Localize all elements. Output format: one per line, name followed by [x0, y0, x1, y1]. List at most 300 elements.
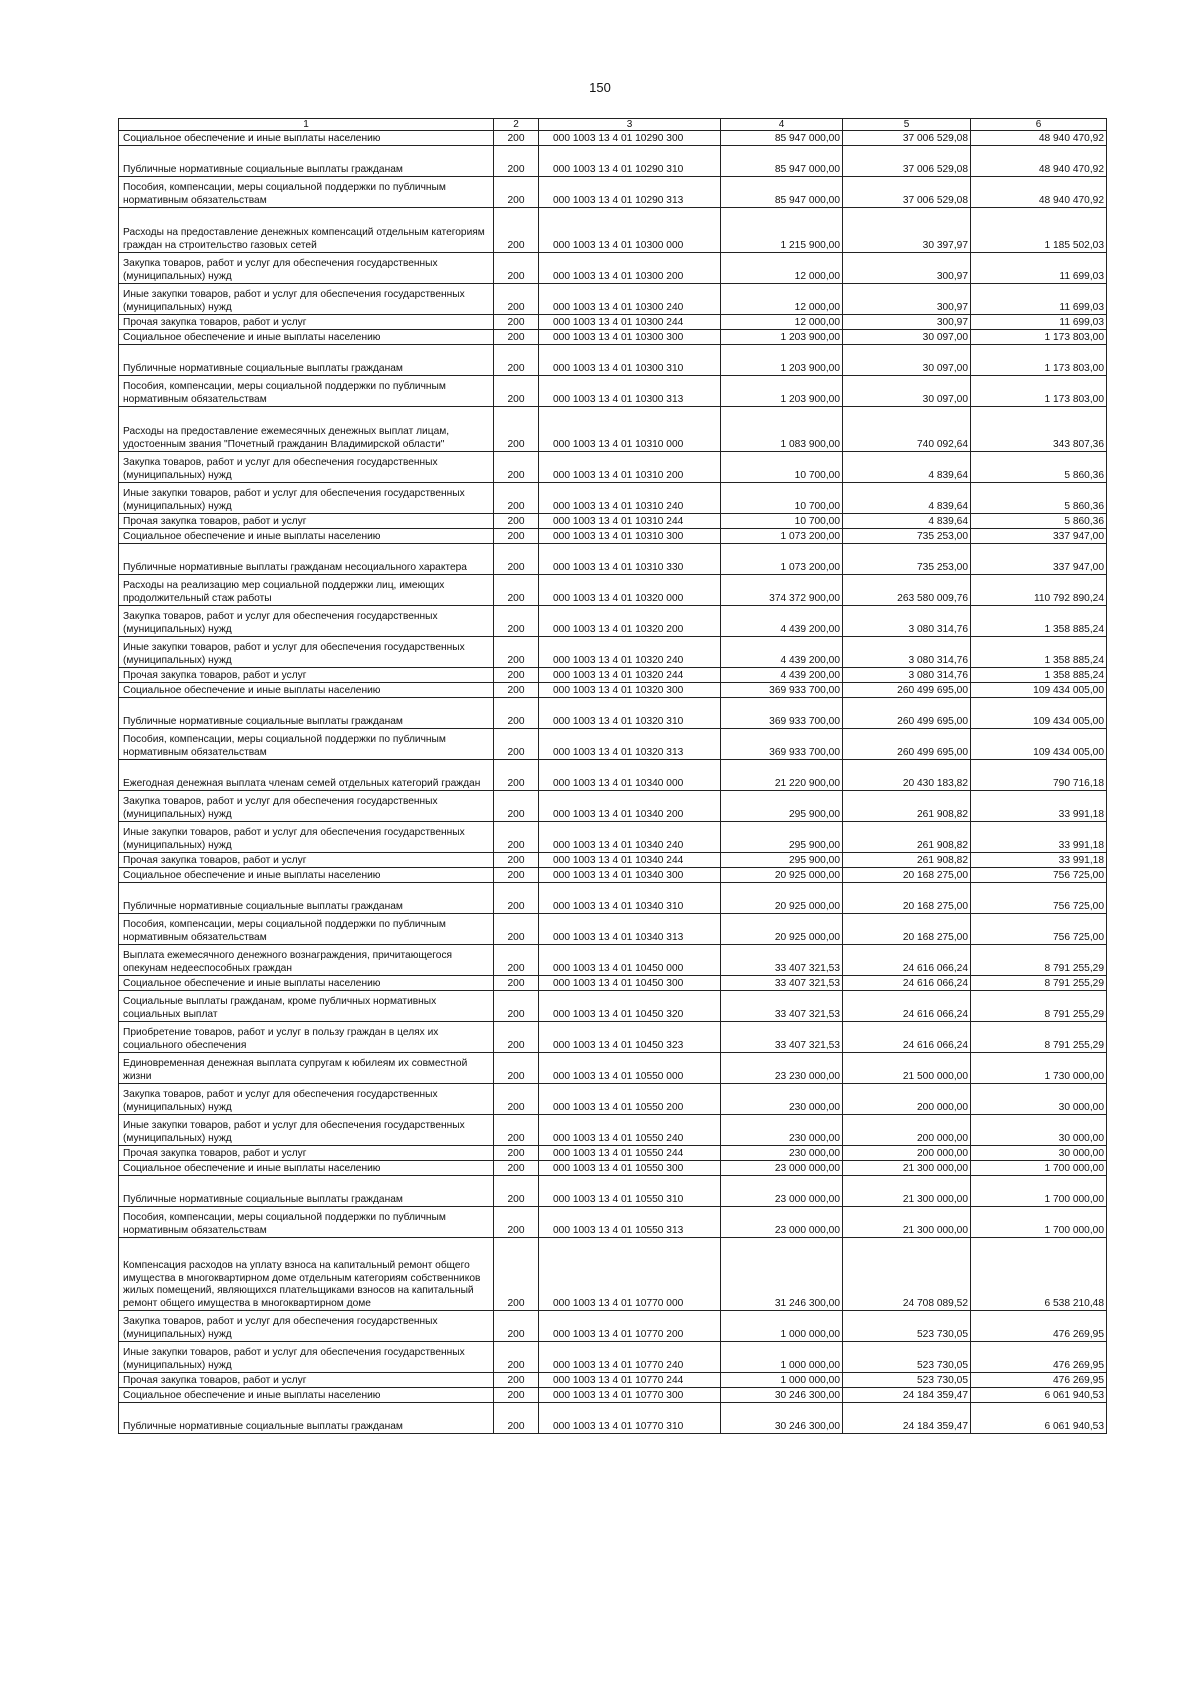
table-row: [119, 883, 1107, 914]
row-kbk: 000 1003 13 4 01 10340 000: [539, 760, 721, 791]
table-row: [119, 683, 1107, 698]
row-approved-amount: 10 700,00: [721, 483, 843, 514]
row-name: Публичные нормативные социальные выплаты гражданам: [119, 345, 494, 376]
row-executed-amount: 3 080 314,76: [843, 606, 971, 637]
row-code: 200: [494, 606, 539, 637]
row-approved-amount: 23 230 000,00: [721, 1053, 843, 1084]
row-kbk: 000 1003 13 4 01 10550 240: [539, 1115, 721, 1146]
row-executed-amount: 24 616 066,24: [843, 945, 971, 976]
row-name: Иные закупки товаров, работ и услуг для обеспечения государственных (муниципальных) нужд: [119, 1342, 494, 1373]
row-name: Прочая закупка товаров, работ и услуг: [119, 315, 494, 330]
row-unexecuted-amount: 5 860,36: [971, 514, 1107, 529]
row-kbk: 000 1003 13 4 01 10310 300: [539, 529, 721, 544]
row-code: 200: [494, 575, 539, 606]
table-row: [119, 991, 1107, 1022]
row-executed-amount: 261 908,82: [843, 822, 971, 853]
row-executed-amount: 20 168 275,00: [843, 914, 971, 945]
row-code: 200: [494, 284, 539, 315]
table-row: [119, 945, 1107, 976]
row-unexecuted-amount: 33 991,18: [971, 853, 1107, 868]
row-unexecuted-amount: 11 699,03: [971, 315, 1107, 330]
row-executed-amount: 740 092,64: [843, 407, 971, 452]
row-approved-amount: 85 947 000,00: [721, 177, 843, 208]
row-name: Закупка товаров, работ и услуг для обеспечения государственных (муниципальных) нужд: [119, 1084, 494, 1115]
row-executed-amount: 24 616 066,24: [843, 1022, 971, 1053]
row-approved-amount: 20 925 000,00: [721, 883, 843, 914]
row-kbk: 000 1003 13 4 01 10310 244: [539, 514, 721, 529]
table-row: [119, 1207, 1107, 1238]
row-name: Пособия, компенсации, меры социальной поддержки по публичным нормативным обязательствам: [119, 914, 494, 945]
row-approved-amount: 33 407 321,53: [721, 945, 843, 976]
row-name: Иные закупки товаров, работ и услуг для обеспечения государственных (муниципальных) нужд: [119, 284, 494, 315]
row-executed-amount: 261 908,82: [843, 791, 971, 822]
row-code: 200: [494, 914, 539, 945]
row-approved-amount: 369 933 700,00: [721, 683, 843, 698]
row-executed-amount: 3 080 314,76: [843, 668, 971, 683]
row-name: Иные закупки товаров, работ и услуг для обеспечения государственных (муниципальных) нужд: [119, 1115, 494, 1146]
row-unexecuted-amount: 30 000,00: [971, 1115, 1107, 1146]
row-kbk: 000 1003 13 4 01 10300 300: [539, 330, 721, 345]
row-code: 200: [494, 668, 539, 683]
row-kbk: 000 1003 13 4 01 10550 000: [539, 1053, 721, 1084]
row-name: Публичные нормативные социальные выплаты гражданам: [119, 1403, 494, 1434]
row-approved-amount: 85 947 000,00: [721, 131, 843, 146]
table-row: [119, 976, 1107, 991]
row-executed-amount: 24 184 359,47: [843, 1388, 971, 1403]
row-name: Прочая закупка товаров, работ и услуг: [119, 853, 494, 868]
table-row: [119, 131, 1107, 146]
row-executed-amount: 37 006 529,08: [843, 131, 971, 146]
row-approved-amount: 295 900,00: [721, 853, 843, 868]
row-name: Расходы на реализацию мер социальной поддержки лиц, имеющих продолжительный стаж работы: [119, 575, 494, 606]
row-approved-amount: 1 000 000,00: [721, 1373, 843, 1388]
header-col-1: 1: [119, 119, 494, 131]
row-unexecuted-amount: 6 061 940,53: [971, 1403, 1107, 1434]
row-kbk: 000 1003 13 4 01 10340 240: [539, 822, 721, 853]
table-row: [119, 575, 1107, 606]
table-row: [119, 315, 1107, 330]
row-name: Социальное обеспечение и иные выплаты населению: [119, 976, 494, 991]
table-row: [119, 208, 1107, 253]
table-row: [119, 376, 1107, 407]
row-approved-amount: 33 407 321,53: [721, 1022, 843, 1053]
row-code: 200: [494, 883, 539, 914]
row-name: Пособия, компенсации, меры социальной поддержки по публичным нормативным обязательствам: [119, 729, 494, 760]
row-name: Закупка товаров, работ и услуг для обеспечения государственных (муниципальных) нужд: [119, 452, 494, 483]
row-executed-amount: 24 184 359,47: [843, 1403, 971, 1434]
row-approved-amount: 85 947 000,00: [721, 146, 843, 177]
row-unexecuted-amount: 6 061 940,53: [971, 1388, 1107, 1403]
row-code: 200: [494, 1311, 539, 1342]
row-executed-amount: 523 730,05: [843, 1373, 971, 1388]
row-unexecuted-amount: 11 699,03: [971, 284, 1107, 315]
row-code: 200: [494, 1115, 539, 1146]
row-unexecuted-amount: 1 173 803,00: [971, 345, 1107, 376]
row-name: Социальное обеспечение и иные выплаты населению: [119, 131, 494, 146]
row-code: 200: [494, 514, 539, 529]
row-unexecuted-amount: 8 791 255,29: [971, 991, 1107, 1022]
row-executed-amount: 735 253,00: [843, 529, 971, 544]
row-unexecuted-amount: 756 725,00: [971, 883, 1107, 914]
row-unexecuted-amount: 1 358 885,24: [971, 668, 1107, 683]
row-approved-amount: 369 933 700,00: [721, 729, 843, 760]
row-name: Социальное обеспечение и иные выплаты населению: [119, 1161, 494, 1176]
row-unexecuted-amount: 6 538 210,48: [971, 1238, 1107, 1311]
header-col-4: 4: [721, 119, 843, 131]
table-row: [119, 1084, 1107, 1115]
row-code: 200: [494, 976, 539, 991]
row-kbk: 000 1003 13 4 01 10300 000: [539, 208, 721, 253]
row-unexecuted-amount: 756 725,00: [971, 868, 1107, 883]
table-row: [119, 345, 1107, 376]
row-unexecuted-amount: 11 699,03: [971, 253, 1107, 284]
row-approved-amount: 30 246 300,00: [721, 1403, 843, 1434]
row-executed-amount: 300,97: [843, 284, 971, 315]
table-row: [119, 637, 1107, 668]
row-approved-amount: 12 000,00: [721, 284, 843, 315]
row-executed-amount: 21 300 000,00: [843, 1176, 971, 1207]
row-executed-amount: 3 080 314,76: [843, 637, 971, 668]
row-unexecuted-amount: 1 700 000,00: [971, 1161, 1107, 1176]
row-name: Закупка товаров, работ и услуг для обеспечения государственных (муниципальных) нужд: [119, 253, 494, 284]
row-name: Приобретение товаров, работ и услуг в пользу граждан в целях их социального обеспечения: [119, 1022, 494, 1053]
row-unexecuted-amount: 5 860,36: [971, 452, 1107, 483]
row-executed-amount: 4 839,64: [843, 483, 971, 514]
table-row: [119, 1403, 1107, 1434]
table-row: [119, 729, 1107, 760]
table-row: [119, 483, 1107, 514]
row-kbk: 000 1003 13 4 01 10770 244: [539, 1373, 721, 1388]
table-row: [119, 760, 1107, 791]
row-name: Пособия, компенсации, меры социальной поддержки по публичным нормативным обязательствам: [119, 177, 494, 208]
row-name: Ежегодная денежная выплата членам семей отдельных категорий граждан: [119, 760, 494, 791]
table-row: [119, 529, 1107, 544]
budget-execution-table: [118, 118, 1107, 1434]
row-kbk: 000 1003 13 4 01 10450 300: [539, 976, 721, 991]
header-col-5: 5: [843, 119, 971, 131]
row-name: Социальные выплаты гражданам, кроме публичных нормативных социальных выплат: [119, 991, 494, 1022]
row-code: 200: [494, 1238, 539, 1311]
row-unexecuted-amount: 476 269,95: [971, 1373, 1107, 1388]
row-name: Расходы на предоставление денежных компенсаций отдельным категориям граждан на строительство газовых сетей: [119, 208, 494, 253]
row-name: Пособия, компенсации, меры социальной поддержки по публичным нормативным обязательствам: [119, 1207, 494, 1238]
row-kbk: 000 1003 13 4 01 10310 240: [539, 483, 721, 514]
row-name: Прочая закупка товаров, работ и услуг: [119, 1146, 494, 1161]
table-row: [119, 1311, 1107, 1342]
row-kbk: 000 1003 13 4 01 10300 244: [539, 315, 721, 330]
row-unexecuted-amount: 48 940 470,92: [971, 131, 1107, 146]
row-code: 200: [494, 1388, 539, 1403]
row-kbk: 000 1003 13 4 01 10320 313: [539, 729, 721, 760]
row-approved-amount: 1 073 200,00: [721, 529, 843, 544]
row-kbk: 000 1003 13 4 01 10300 310: [539, 345, 721, 376]
row-unexecuted-amount: 790 716,18: [971, 760, 1107, 791]
row-code: 200: [494, 822, 539, 853]
row-unexecuted-amount: 8 791 255,29: [971, 976, 1107, 991]
row-kbk: 000 1003 13 4 01 10550 244: [539, 1146, 721, 1161]
row-executed-amount: 260 499 695,00: [843, 698, 971, 729]
row-code: 200: [494, 1176, 539, 1207]
row-code: 200: [494, 1403, 539, 1434]
row-executed-amount: 200 000,00: [843, 1146, 971, 1161]
table-row: [119, 1161, 1107, 1176]
column-number-header: [119, 119, 1107, 131]
row-executed-amount: 20 168 275,00: [843, 868, 971, 883]
row-unexecuted-amount: 109 434 005,00: [971, 729, 1107, 760]
row-name: Иные закупки товаров, работ и услуг для обеспечения государственных (муниципальных) нужд: [119, 483, 494, 514]
row-code: 200: [494, 1342, 539, 1373]
row-name: Единовременная денежная выплата супругам к юбилеям их совместной жизни: [119, 1053, 494, 1084]
row-kbk: 000 1003 13 4 01 10320 310: [539, 698, 721, 729]
row-unexecuted-amount: 1 700 000,00: [971, 1176, 1107, 1207]
table-row: [119, 544, 1107, 575]
row-code: 200: [494, 483, 539, 514]
table-body: [119, 119, 1107, 1434]
row-code: 200: [494, 407, 539, 452]
row-approved-amount: 33 407 321,53: [721, 991, 843, 1022]
row-code: 200: [494, 131, 539, 146]
row-code: 200: [494, 315, 539, 330]
row-kbk: 000 1003 13 4 01 10310 000: [539, 407, 721, 452]
row-executed-amount: 263 580 009,76: [843, 575, 971, 606]
row-kbk: 000 1003 13 4 01 10550 300: [539, 1161, 721, 1176]
row-kbk: 000 1003 13 4 01 10290 310: [539, 146, 721, 177]
row-code: 200: [494, 868, 539, 883]
row-executed-amount: 523 730,05: [843, 1311, 971, 1342]
row-kbk: 000 1003 13 4 01 10450 000: [539, 945, 721, 976]
row-executed-amount: 20 168 275,00: [843, 883, 971, 914]
row-unexecuted-amount: 1 173 803,00: [971, 330, 1107, 345]
row-kbk: 000 1003 13 4 01 10550 313: [539, 1207, 721, 1238]
row-kbk: 000 1003 13 4 01 10320 200: [539, 606, 721, 637]
table-row: [119, 1176, 1107, 1207]
row-approved-amount: 295 900,00: [721, 822, 843, 853]
table-row: [119, 452, 1107, 483]
row-approved-amount: 1 203 900,00: [721, 330, 843, 345]
row-unexecuted-amount: 48 940 470,92: [971, 146, 1107, 177]
row-executed-amount: 30 397,97: [843, 208, 971, 253]
table-row: [119, 146, 1107, 177]
row-code: 200: [494, 991, 539, 1022]
row-name: Закупка товаров, работ и услуг для обеспечения государственных (муниципальных) нужд: [119, 1311, 494, 1342]
table-row: [119, 868, 1107, 883]
row-code: 200: [494, 345, 539, 376]
row-approved-amount: 1 000 000,00: [721, 1342, 843, 1373]
row-kbk: 000 1003 13 4 01 10340 200: [539, 791, 721, 822]
row-kbk: 000 1003 13 4 01 10450 323: [539, 1022, 721, 1053]
table-row: [119, 1238, 1107, 1311]
row-code: 200: [494, 698, 539, 729]
row-kbk: 000 1003 13 4 01 10770 000: [539, 1238, 721, 1311]
row-unexecuted-amount: 337 947,00: [971, 529, 1107, 544]
row-executed-amount: 260 499 695,00: [843, 729, 971, 760]
row-code: 200: [494, 729, 539, 760]
row-name: Социальное обеспечение и иные выплаты населению: [119, 330, 494, 345]
row-unexecuted-amount: 1 730 000,00: [971, 1053, 1107, 1084]
table-row: [119, 668, 1107, 683]
row-name: Закупка товаров, работ и услуг для обеспечения государственных (муниципальных) нужд: [119, 791, 494, 822]
row-name: Прочая закупка товаров, работ и услуг: [119, 514, 494, 529]
row-executed-amount: 24 616 066,24: [843, 991, 971, 1022]
row-code: 200: [494, 146, 539, 177]
row-approved-amount: 1 215 900,00: [721, 208, 843, 253]
row-approved-amount: 10 700,00: [721, 514, 843, 529]
row-code: 200: [494, 853, 539, 868]
row-kbk: 000 1003 13 4 01 10340 300: [539, 868, 721, 883]
row-approved-amount: 295 900,00: [721, 791, 843, 822]
row-kbk: 000 1003 13 4 01 10450 320: [539, 991, 721, 1022]
row-executed-amount: 200 000,00: [843, 1115, 971, 1146]
row-unexecuted-amount: 337 947,00: [971, 544, 1107, 575]
row-kbk: 000 1003 13 4 01 10310 200: [539, 452, 721, 483]
row-code: 200: [494, 683, 539, 698]
row-code: 200: [494, 1084, 539, 1115]
row-approved-amount: 1 203 900,00: [721, 345, 843, 376]
row-name: Публичные нормативные выплаты гражданам несоциального характера: [119, 544, 494, 575]
row-kbk: 000 1003 13 4 01 10320 244: [539, 668, 721, 683]
table-row: [119, 1388, 1107, 1403]
row-name: Прочая закупка товаров, работ и услуг: [119, 1373, 494, 1388]
table-row: [119, 1053, 1107, 1084]
row-executed-amount: 30 097,00: [843, 376, 971, 407]
table-row: [119, 1373, 1107, 1388]
row-unexecuted-amount: 8 791 255,29: [971, 945, 1107, 976]
table-row: [119, 606, 1107, 637]
table-row: [119, 914, 1107, 945]
table-row: [119, 698, 1107, 729]
row-kbk: 000 1003 13 4 01 10300 240: [539, 284, 721, 315]
row-executed-amount: 30 097,00: [843, 330, 971, 345]
row-code: 200: [494, 1161, 539, 1176]
row-unexecuted-amount: 30 000,00: [971, 1084, 1107, 1115]
row-name: Пособия, компенсации, меры социальной поддержки по публичным нормативным обязательствам: [119, 376, 494, 407]
row-kbk: 000 1003 13 4 01 10770 200: [539, 1311, 721, 1342]
row-executed-amount: 21 500 000,00: [843, 1053, 971, 1084]
row-kbk: 000 1003 13 4 01 10770 240: [539, 1342, 721, 1373]
row-kbk: 000 1003 13 4 01 10300 200: [539, 253, 721, 284]
row-executed-amount: 523 730,05: [843, 1342, 971, 1373]
row-unexecuted-amount: 5 860,36: [971, 483, 1107, 514]
row-approved-amount: 31 246 300,00: [721, 1238, 843, 1311]
table-row: [119, 284, 1107, 315]
row-unexecuted-amount: 1 358 885,24: [971, 637, 1107, 668]
row-unexecuted-amount: 33 991,18: [971, 791, 1107, 822]
row-executed-amount: 21 300 000,00: [843, 1207, 971, 1238]
row-kbk: 000 1003 13 4 01 10290 313: [539, 177, 721, 208]
row-approved-amount: 230 000,00: [721, 1115, 843, 1146]
row-name: Публичные нормативные социальные выплаты гражданам: [119, 698, 494, 729]
row-approved-amount: 1 073 200,00: [721, 544, 843, 575]
row-unexecuted-amount: 343 807,36: [971, 407, 1107, 452]
row-approved-amount: 10 700,00: [721, 452, 843, 483]
row-approved-amount: 4 439 200,00: [721, 668, 843, 683]
row-name: Иные закупки товаров, работ и услуг для обеспечения государственных (муниципальных) нужд: [119, 637, 494, 668]
row-code: 200: [494, 529, 539, 544]
row-approved-amount: 374 372 900,00: [721, 575, 843, 606]
table-row: [119, 1146, 1107, 1161]
row-unexecuted-amount: 756 725,00: [971, 914, 1107, 945]
row-name: Расходы на предоставление ежемесячных денежных выплат лицам, удостоенным звания "Почетный гражданин Владимирской области": [119, 407, 494, 452]
row-approved-amount: 12 000,00: [721, 315, 843, 330]
row-unexecuted-amount: 30 000,00: [971, 1146, 1107, 1161]
row-name: Выплата ежемесячного денежного вознаграждения, причитающегося опекунам недееспособных граждан: [119, 945, 494, 976]
table-row: [119, 253, 1107, 284]
row-approved-amount: 30 246 300,00: [721, 1388, 843, 1403]
row-unexecuted-amount: 110 792 890,24: [971, 575, 1107, 606]
row-code: 200: [494, 1373, 539, 1388]
row-kbk: 000 1003 13 4 01 10340 310: [539, 883, 721, 914]
row-kbk: 000 1003 13 4 01 10310 330: [539, 544, 721, 575]
row-executed-amount: 200 000,00: [843, 1084, 971, 1115]
row-name: Социальное обеспечение и иные выплаты населению: [119, 868, 494, 883]
row-executed-amount: 260 499 695,00: [843, 683, 971, 698]
row-kbk: 000 1003 13 4 01 10320 300: [539, 683, 721, 698]
row-code: 200: [494, 1022, 539, 1053]
row-unexecuted-amount: 33 991,18: [971, 822, 1107, 853]
row-executed-amount: 37 006 529,08: [843, 177, 971, 208]
row-kbk: 000 1003 13 4 01 10340 244: [539, 853, 721, 868]
row-approved-amount: 369 933 700,00: [721, 698, 843, 729]
row-unexecuted-amount: 8 791 255,29: [971, 1022, 1107, 1053]
row-approved-amount: 23 000 000,00: [721, 1207, 843, 1238]
row-code: 200: [494, 760, 539, 791]
table-row: [119, 177, 1107, 208]
row-name: Публичные нормативные социальные выплаты гражданам: [119, 1176, 494, 1207]
row-code: 200: [494, 637, 539, 668]
row-kbk: 000 1003 13 4 01 10320 240: [539, 637, 721, 668]
row-executed-amount: 24 616 066,24: [843, 976, 971, 991]
row-code: 200: [494, 791, 539, 822]
row-name: Социальное обеспечение и иные выплаты населению: [119, 683, 494, 698]
row-executed-amount: 300,97: [843, 315, 971, 330]
row-approved-amount: 4 439 200,00: [721, 637, 843, 668]
row-kbk: 000 1003 13 4 01 10770 310: [539, 1403, 721, 1434]
table-row: [119, 514, 1107, 529]
row-kbk: 000 1003 13 4 01 10550 200: [539, 1084, 721, 1115]
row-approved-amount: 23 000 000,00: [721, 1161, 843, 1176]
row-unexecuted-amount: 1 173 803,00: [971, 376, 1107, 407]
row-unexecuted-amount: 1 185 502,03: [971, 208, 1107, 253]
row-name: Публичные нормативные социальные выплаты гражданам: [119, 146, 494, 177]
row-approved-amount: 4 439 200,00: [721, 606, 843, 637]
row-approved-amount: 33 407 321,53: [721, 976, 843, 991]
row-name: Социальное обеспечение и иные выплаты населению: [119, 1388, 494, 1403]
page-number: 150: [589, 80, 611, 95]
row-executed-amount: 20 430 183,82: [843, 760, 971, 791]
row-unexecuted-amount: 476 269,95: [971, 1342, 1107, 1373]
row-executed-amount: 37 006 529,08: [843, 146, 971, 177]
row-code: 200: [494, 945, 539, 976]
row-code: 200: [494, 330, 539, 345]
row-executed-amount: 300,97: [843, 253, 971, 284]
row-code: 200: [494, 452, 539, 483]
row-code: 200: [494, 177, 539, 208]
row-approved-amount: 23 000 000,00: [721, 1176, 843, 1207]
row-code: 200: [494, 1053, 539, 1084]
row-name: Социальное обеспечение и иные выплаты населению: [119, 529, 494, 544]
row-kbk: 000 1003 13 4 01 10300 313: [539, 376, 721, 407]
row-approved-amount: 1 203 900,00: [721, 376, 843, 407]
row-approved-amount: 20 925 000,00: [721, 868, 843, 883]
row-unexecuted-amount: 109 434 005,00: [971, 698, 1107, 729]
row-unexecuted-amount: 1 700 000,00: [971, 1207, 1107, 1238]
header-col-2: 2: [494, 119, 539, 131]
row-name: Закупка товаров, работ и услуг для обеспечения государственных (муниципальных) нужд: [119, 606, 494, 637]
row-unexecuted-amount: 1 358 885,24: [971, 606, 1107, 637]
row-approved-amount: 21 220 900,00: [721, 760, 843, 791]
row-approved-amount: 1 083 900,00: [721, 407, 843, 452]
row-approved-amount: 230 000,00: [721, 1146, 843, 1161]
